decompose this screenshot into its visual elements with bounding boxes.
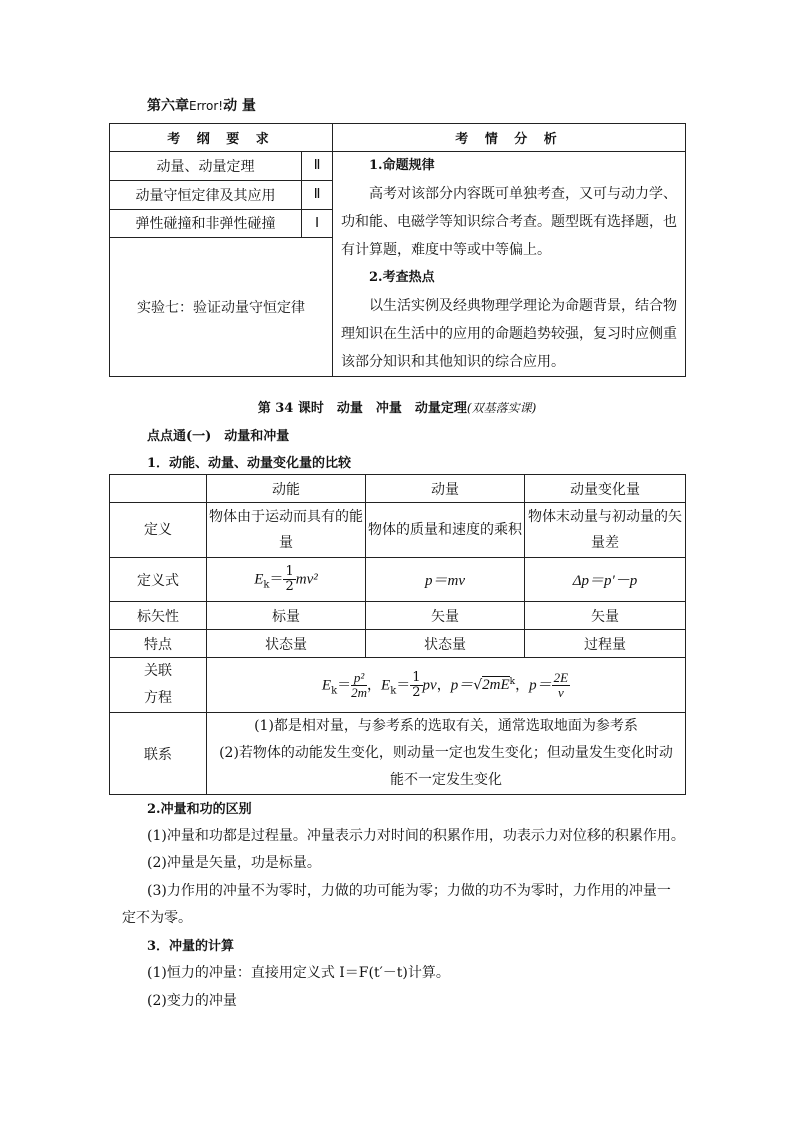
- rel-ek: E: [381, 677, 391, 693]
- fraction: [351, 671, 367, 700]
- fraction: [410, 671, 422, 700]
- rel-k: k: [509, 676, 516, 687]
- exam-topic: 动量守恒定律及其应用: [110, 180, 302, 209]
- formula-momentum: p＝mv: [366, 558, 525, 602]
- formula-kinetic-energy: $E_k=$ $\frac{1}{2}$ mv²: [207, 558, 366, 602]
- rel-p-eq: p＝: [450, 677, 474, 693]
- cmp-cell: 状态量: [207, 630, 366, 658]
- fraction-num: p²: [351, 671, 367, 686]
- cmp-cell: 矢量: [366, 602, 525, 630]
- paragraph: (2)冲量是矢量，功是标量。: [147, 855, 321, 871]
- fraction-den: 2: [285, 579, 294, 594]
- cmp-cell: 物体由于运动而具有的能量: [207, 503, 366, 558]
- cmp-header: 动量: [366, 475, 525, 503]
- paragraph: (3)力作用的冲量不为零时，力做的功可能为零；力做的功不为零时，力作用的冲量一: [147, 883, 671, 899]
- exam-analysis: [333, 152, 686, 377]
- formula-ek-symbol: E: [254, 571, 264, 588]
- section-heading-3: 3．冲量的计算: [147, 939, 235, 954]
- cmp-cell: 矢量: [525, 602, 686, 630]
- section-heading-2: 2.冲量和功的区别: [147, 802, 252, 817]
- link-content: [207, 713, 686, 795]
- fraction: [552, 671, 570, 700]
- cmp-row-label: [110, 658, 207, 713]
- fraction-den: v: [557, 684, 564, 700]
- analysis-paragraph-1: 高考对该部分内容既可单独考查，又可与动力学、功和能、电磁学等知识综合考查。题型既有选择题，也有计算题，难度中等或中等偏上。: [341, 186, 678, 258]
- cmp-cell: 物体的质量和速度的乘积: [366, 503, 525, 558]
- fraction-num: 1: [285, 564, 294, 579]
- chapter-title: 动 量: [223, 98, 256, 114]
- relation-label-2: 方程: [144, 690, 172, 706]
- exam-header-left: 考 纲 要 求: [110, 124, 333, 152]
- exam-requirements-table: [109, 123, 686, 377]
- section-heading-1: 1．动能、动量、动量变化量的比较: [147, 456, 352, 471]
- exam-topic: 动量、动量定理: [110, 152, 302, 181]
- exam-topic: 弹性碰撞和非弹性碰撞: [110, 209, 302, 238]
- exam-level: Ⅱ: [302, 152, 333, 181]
- paragraph: (1)恒力的冲量：直接用定义式 I＝F(t′－t)计算。: [147, 965, 450, 981]
- analysis-title-2: 2.考查热点: [369, 270, 435, 285]
- analysis-paragraph-2: 以生活实例及经典物理学理论为命题背景，结合物理知识在生活中的应用的命题趋势较强，复习时应侧重该部分知识和其他知识的综合应用。: [341, 298, 678, 370]
- rel-sqrt: 2mE: [482, 677, 510, 693]
- rel-p-eq: p＝: [529, 677, 552, 693]
- analysis-title-1: 1.命题规律: [369, 158, 435, 173]
- exam-header-right: 考 情 分 析: [333, 124, 686, 152]
- cmp-cell: 过程量: [525, 630, 686, 658]
- formula-momentum-change: Δp＝p′－p: [525, 558, 686, 602]
- sqrt-icon: √: [473, 677, 483, 693]
- cmp-row-label: 特点: [110, 630, 207, 658]
- cmp-cell: 物体末动量与初动量的矢量差: [525, 503, 686, 558]
- fraction-den: 2m: [351, 684, 368, 700]
- fraction-num: 1: [412, 669, 421, 685]
- paragraph: (2)变力的冲量: [147, 993, 237, 1009]
- formula-ek-sub: k: [263, 579, 270, 591]
- cmp-cell: 标量: [207, 602, 366, 630]
- chapter-error-text: Error!: [189, 99, 224, 113]
- exam-level: Ⅱ: [302, 180, 333, 209]
- chapter-prefix: 第六章: [147, 98, 189, 114]
- cmp-header: 动量变化量: [525, 475, 686, 503]
- relation-equations: $E_k=$ $\frac{\text{p²}}{2m}$ ，$E_k=$ $\frac{1}{2}$ pv，$p=√2mE^k$，p＝ $\frac{2E}{v}$: [207, 658, 686, 713]
- cmp-row-label: 定义式: [110, 558, 207, 602]
- rel-k: k: [390, 684, 397, 696]
- cmp-header: 动能: [207, 475, 366, 503]
- fraction-den: 2: [412, 684, 421, 700]
- cmp-row-label: 定义: [110, 503, 207, 558]
- exam-level: Ⅰ: [302, 209, 333, 238]
- paragraph: 定不为零。: [122, 910, 192, 926]
- rel-pv: pv: [422, 677, 437, 693]
- exam-experiment: 实验七：验证动量守恒定律: [110, 238, 333, 377]
- link-item-1: (1)都是相对量，与参考系的选取有关，通常选取地面为参考系: [254, 718, 638, 734]
- rel-k: k: [331, 684, 338, 696]
- fraction-num: 2E: [553, 669, 569, 685]
- paragraph: (1)冲量和功都是过程量。冲量表示力对时间的积累作用，功表示力对位移的积累作用。: [147, 828, 685, 844]
- lesson-subtitle: (双基落实课): [466, 401, 537, 415]
- comparison-table: [109, 474, 686, 795]
- link-item-2: (2)若物体的动能发生变化，则动量一定也发生变化；但动量发生变化时动能不一定发生变化: [219, 745, 673, 788]
- cmp-row-label: 标矢性: [110, 602, 207, 630]
- formula-mv2: mv²: [295, 571, 318, 588]
- cmp-row-label: 联系: [110, 713, 207, 795]
- lesson-title-text: 第 34 课时 动量 冲量 动量定理: [257, 401, 467, 416]
- chapter-heading: [147, 95, 256, 115]
- cmp-cell: 状态量: [366, 630, 525, 658]
- cmp-corner: [110, 475, 207, 503]
- relation-label-1: 关联: [144, 663, 172, 679]
- rel-ek: E: [321, 677, 332, 693]
- lesson-title: [0, 397, 794, 416]
- fraction: [283, 565, 295, 594]
- point-heading: 点点通(一) 动量和冲量: [147, 429, 290, 444]
